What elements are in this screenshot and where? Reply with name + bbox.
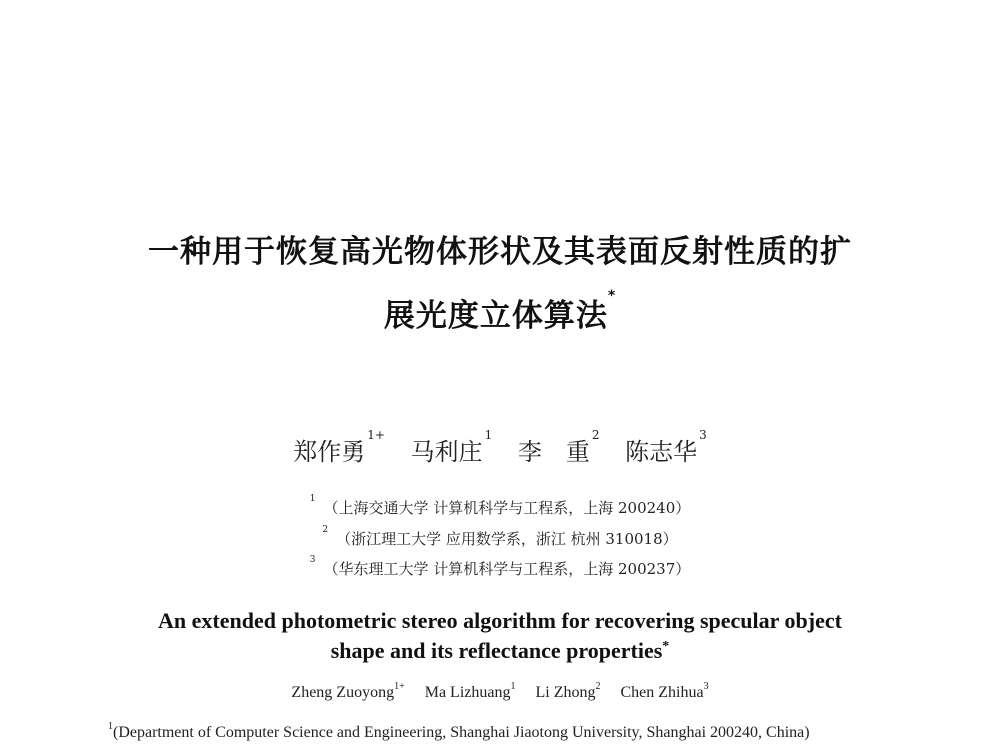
title-footnote-mark: *: [607, 288, 617, 304]
chinese-affiliation: [0, 494, 1000, 518]
english-title-line-2: [0, 636, 1000, 666]
author-superscript: 1+: [394, 681, 405, 692]
author-superscript: 3: [703, 681, 709, 692]
chinese-author: [293, 428, 385, 466]
affiliation-superscript: 2: [322, 525, 329, 535]
chinese-affiliation: [0, 525, 1000, 549]
author-name: Zheng Zuoyong: [291, 684, 395, 701]
author-name: Li Zhong: [535, 684, 596, 701]
author-name: Ma Lizhuang: [424, 684, 511, 701]
english-affiliation: [108, 721, 810, 742]
author-superscript: 1+: [367, 428, 385, 442]
english-author: [291, 681, 405, 701]
affiliation-superscript: 1: [108, 721, 113, 732]
author-superscript: 1: [484, 428, 493, 442]
title-footnote-mark: *: [662, 639, 670, 654]
chinese-author: [517, 428, 600, 466]
author-superscript: 2: [595, 681, 601, 692]
author-name: Chen Zhihua: [620, 684, 704, 701]
affiliation-text: （浙江理工大学 应用数学系，浙江 杭州 310018）: [336, 530, 678, 548]
chinese-title-line-2-text: 展光度立体算法: [383, 298, 608, 334]
chinese-author: [410, 428, 493, 466]
affiliation-superscript: 3: [309, 555, 316, 565]
chinese-author-list: [0, 428, 1000, 467]
author-name: 郑作勇: [293, 438, 366, 466]
affiliation-text: （上海交通大学 计算机科学与工程系，上海 200240）: [323, 499, 691, 517]
author-superscript: 3: [699, 428, 707, 442]
english-title-line-1: An extended photometric stereo algorithm for recovering specular object: [158, 608, 842, 633]
author-name: 陈志华: [625, 438, 698, 466]
english-author: [424, 681, 516, 701]
chinese-title-line-1: 一种用于恢复高光物体形状及其表面反射性质的扩: [148, 234, 852, 270]
english-title-line-2-text: shape and its reflectance properties: [330, 638, 663, 663]
affiliation-superscript: 1: [309, 494, 316, 504]
affiliation-text: （华东理工大学 计算机科学与工程系，上海 200237）: [323, 560, 691, 578]
author-superscript: 2: [591, 428, 600, 442]
affiliation-text: (Department of Computer Science and Engineering, Shanghai Jiaotong University, Shanghai 200240, China): [113, 724, 810, 741]
chinese-affiliation: [0, 555, 1000, 579]
author-superscript: 1: [510, 681, 516, 692]
author-name: 李 重: [517, 438, 590, 466]
english-author: [535, 681, 601, 701]
chinese-title-line-2: [0, 290, 1000, 335]
english-author: [620, 681, 709, 701]
author-name: 马利庄: [410, 438, 483, 466]
chinese-author: [625, 428, 707, 466]
english-author-list: [0, 681, 1000, 702]
